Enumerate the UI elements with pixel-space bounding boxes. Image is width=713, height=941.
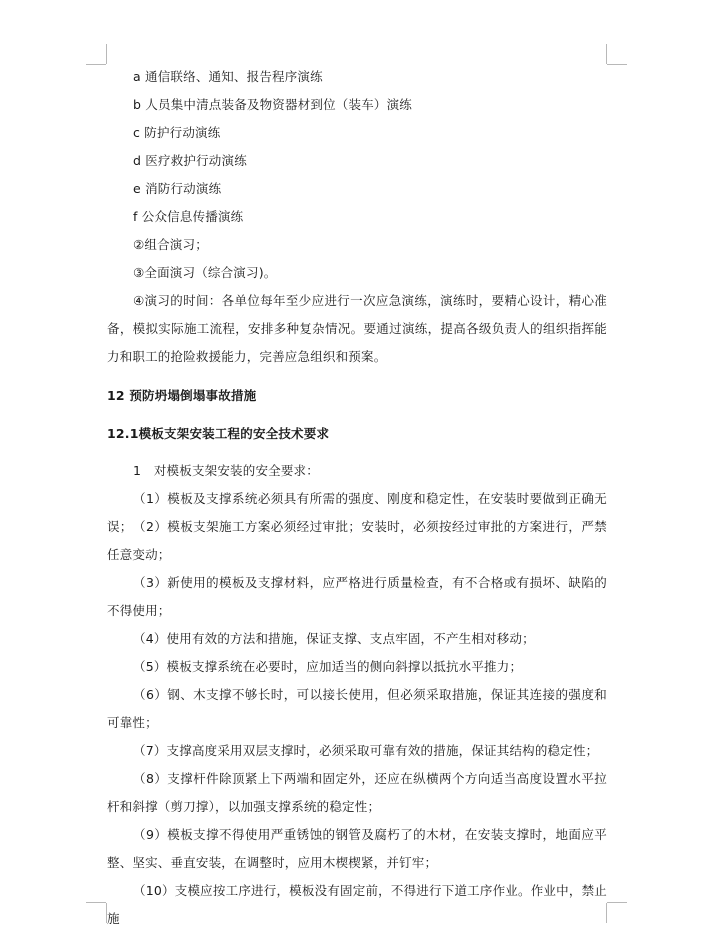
requirement-8: （8）支撑杆件除顶紧上下两端和固定外，还应在纵横两个方向适当高度设置水平拉杆和斜撑（剪刀撑），以加强支撑系统的稳定性； [107, 771, 607, 814]
requirement-4: （4）使用有效的方法和措施，保证支撑、支点牢固，不产生相对移动； [133, 631, 535, 646]
requirements-intro: 1 对模板支架安装的安全要求： [133, 463, 319, 478]
drill-item-e: e 消防行动演练 [133, 181, 222, 196]
requirement-6: （6）钢、木支撑不够长时，可以接长使用，但必须采取措施，保证其连接的强度和可靠性； [107, 687, 607, 730]
requirement-3: （3）新使用的模板及支撑材料，应严格进行质量检查，有不合格或有损坏、缺陷的不得使用； [107, 575, 607, 618]
section-heading-12: 12 预防坍塌倒塌事故措施 [107, 388, 257, 403]
drill-item-d: d 医疗救护行动演练 [133, 153, 247, 168]
requirement-7: （7）支撑高度采用双层支撑时，必须采取可靠有效的措施，保证其结构的稳定性； [133, 743, 599, 758]
drill-item-f: f 公众信息传播演练 [133, 209, 244, 224]
drill-item-a: a 通信联络、通知、报告程序演练 [133, 69, 323, 84]
drill-time-paragraph: ④演习的时间：各单位每年至少应进行一次应急演练，演练时，要精心设计，精心准备，模拟实际施工流程，安排多种复杂情况。要通过演练，提高各级负责人的组织指挥能力和职工的抢险救援能力，完善应急组织和预案。 [107, 293, 607, 364]
requirement-5: （5）模板支撑系统在必要时，应加适当的侧向斜撑以抵抗水平推力； [133, 659, 523, 674]
drill-item-c: c 防护行动演练 [133, 125, 221, 140]
combined-drill: ②组合演习； [133, 237, 208, 252]
full-drill: ③全面演习（综合演习)。 [133, 265, 277, 280]
requirement-2: （2）模板支架施工方案必须经过审批；安装时，必须按经过审批的方案进行，严禁任意变动； [107, 519, 607, 562]
requirement-1: （1）模板及支撑系统必须具有所需的强度、刚度和稳定性，在安装时要做到正确无误； [107, 491, 607, 534]
section-heading-12-1: 12.1模板支架安装工程的安全技术要求 [107, 426, 330, 441]
drill-item-b: b 人员集中清点装备及物资器材到位（装车）演练 [133, 97, 413, 112]
requirement-10: （10）支模应按工序进行，模板没有固定前，不得进行下道工序作业。作业中，禁止施 [107, 883, 607, 926]
requirement-9: （9）模板支撑不得使用严重锈蚀的钢管及腐朽了的木材，在安装支撑时，地面应平整、坚实、垂直安装，在调整时，应用木楔楔紧，并钉牢； [107, 827, 607, 870]
